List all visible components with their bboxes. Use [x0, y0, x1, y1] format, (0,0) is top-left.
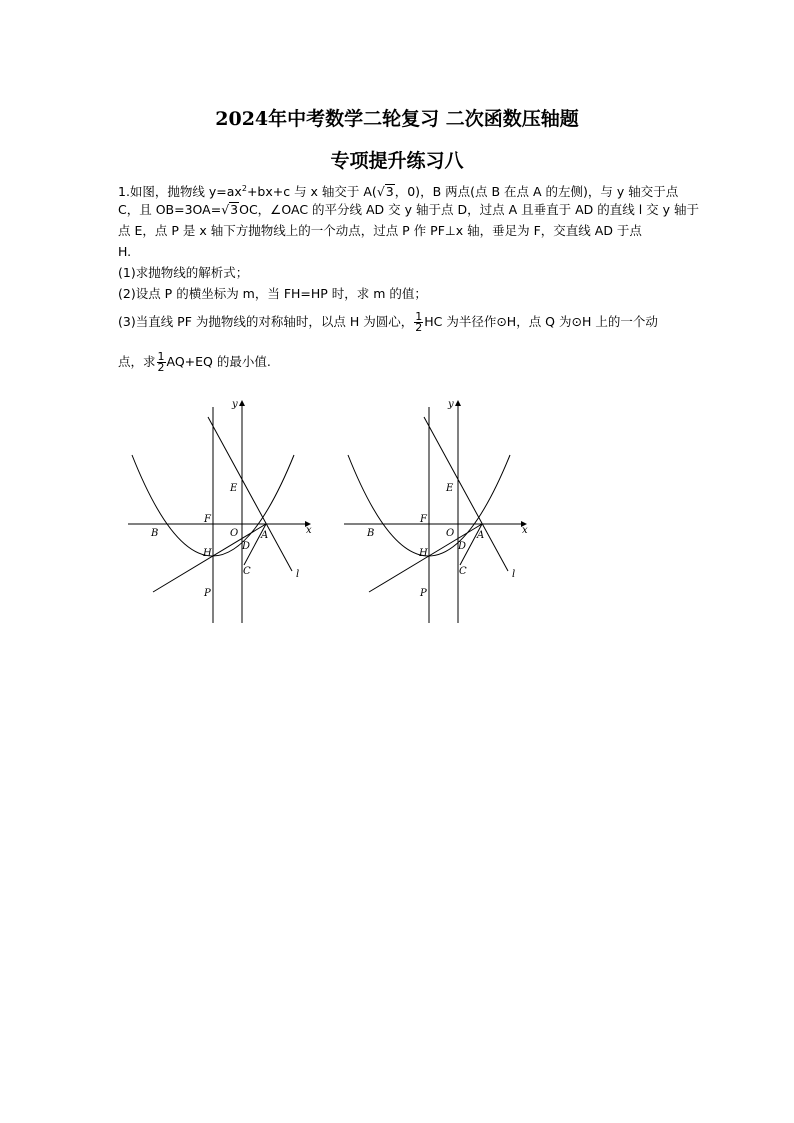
label-x: x: [306, 525, 312, 536]
label-l: l: [512, 569, 516, 580]
question-2: (2)设点 P 的横坐标为 m，当 FH=HP 时，求 m 的值；: [118, 286, 427, 301]
figure-labels: [366, 399, 528, 599]
question-3-line-1: (3)当直线 PF 为抛物线的对称轴时，以点 H 为圆心， $\frac{1}{2}$ HC 为半径作⊙H，点 Q 为⊙H 上的一个动: [118, 310, 658, 334]
page-subtitle: 专项提升练习八: [330, 150, 464, 172]
label-a: A: [477, 530, 485, 541]
sqrt-symbol: √3: [376, 184, 394, 200]
label-y: y: [232, 399, 238, 410]
sqrt-symbol: √3: [221, 202, 239, 217]
question-1: (1)求抛物线的解析式；: [118, 265, 249, 280]
label-x: x: [522, 525, 528, 536]
label-h: H: [203, 548, 212, 559]
page-title: 2024年中考数学二轮复习 二次函数压轴题: [215, 108, 579, 130]
figure-labels: [150, 399, 312, 599]
label-a: A: [261, 530, 269, 541]
label-b: B: [151, 528, 159, 539]
label-y: y: [448, 399, 454, 410]
label-e: E: [230, 483, 238, 494]
label-d: D: [458, 541, 467, 552]
label-e: E: [446, 483, 454, 494]
problem-line-3: 点 E，点 P 是 x 轴下方抛物线上的一个动点，过点 P 作 PF⊥x 轴，垂足为 F，交直线 AD 于点: [118, 223, 642, 238]
question-3-line-2: 点，求 $\frac{1}{2}$ AQ+EQ 的最小值.: [118, 350, 271, 374]
label-d: D: [242, 541, 251, 552]
label-p: P: [204, 588, 211, 599]
problem-line-4: H.: [118, 244, 132, 259]
figure-right: [336, 395, 536, 627]
fraction: $\frac{1}{2}$: [157, 350, 165, 374]
label-l: l: [296, 569, 300, 580]
label-h: H: [419, 548, 428, 559]
problem-line-2: C，且 OB=3OA=√3OC，∠OAC 的平分线 AD 交 y 轴于点 D，过点 A 且垂直于 AD 的直线 l 交 y 轴于: [118, 200, 718, 220]
label-b: B: [367, 528, 375, 539]
label-p: P: [420, 588, 427, 599]
fraction: $\frac{1}{2}$: [415, 310, 423, 334]
label-f: F: [204, 514, 211, 525]
label-o: O: [446, 528, 455, 539]
figure-left: [120, 395, 320, 627]
label-c: C: [243, 566, 251, 577]
label-f: F: [420, 514, 427, 525]
label-c: C: [459, 566, 467, 577]
problem-line-1: 1.如图，抛物线 $y=ax^2+bx+c$ 与 x 轴交于 A(√3，0)，B 两点(点 B 在点 A 的左侧)，与 y 轴交于点: [118, 179, 718, 202]
label-o: O: [230, 528, 239, 539]
